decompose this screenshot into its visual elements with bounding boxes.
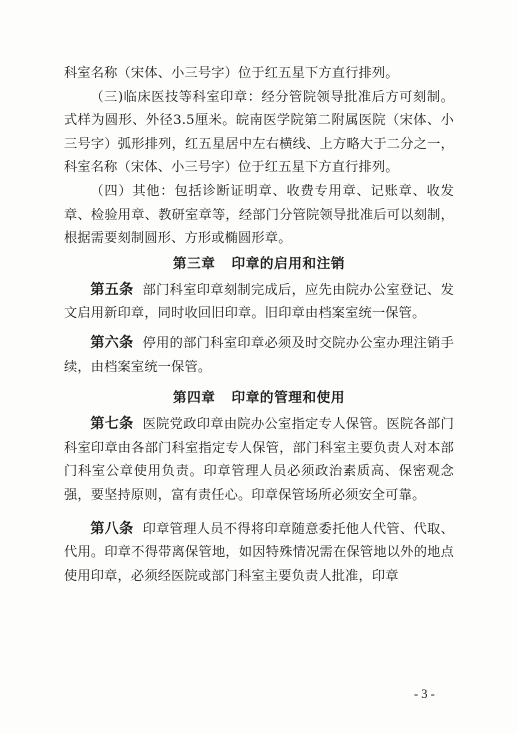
- article-6: [64, 332, 454, 379]
- article-8-label: 第八条: [90, 520, 134, 537]
- chapter-3-heading: [64, 253, 454, 275]
- document-body: [64, 62, 454, 588]
- article-7-text: 医院党政印章由院办公室指定专人保管。医院各部门科室印章由各部门科室指定专人保管，部门科室主要负责人对本部门科室公章使用负责。印章管理人员必须政治素质高、保密观念强，要坚持原则，富有责任心。印章保管场所必须安全可靠。: [64, 417, 454, 503]
- article-7-label: 第七条: [90, 416, 134, 433]
- article-6-label: 第六条: [90, 334, 134, 351]
- article-5: [64, 279, 454, 326]
- page-number: - 3 -: [414, 687, 435, 701]
- article-8-text: 印章管理人员不得将印章随意委托他人代管、代取、代用。印章不得带离保管地，如因特殊情况需在保管地以外的地点使用印章，必须经医院或部门科室主要负责人批准，印章: [64, 521, 454, 584]
- paragraph-other-seals: （四）其他：包括诊断证明章、收费专用章、记账章、收发章、检验用章、教研室章等，经部门分管院领导批准后可以刻制，根据需要刻制圆形、方形或椭圆形章。: [64, 183, 454, 247]
- article-5-label: 第五条: [90, 281, 134, 298]
- article-7: [64, 413, 454, 507]
- chapter-3-title: 印章的启用和注销: [231, 255, 346, 272]
- chapter-4-number: 第四章: [172, 390, 216, 407]
- article-6-text: 停用的部门科室印章必须及时交院办公室办理注销手续，由档案室统一保管。: [64, 335, 454, 375]
- chapter-3-number: 第三章: [172, 255, 216, 272]
- chapter-4-heading: [64, 387, 454, 409]
- paragraph-continuation: 科室名称（宋体、小三号字）位于红五星下方直行排列。: [64, 66, 399, 81]
- article-5-text: 部门科室印章刻制完成后，应先由院办公室登记、发文启用新印章，同时收回旧印章。旧印章由档案室统一保管。: [64, 282, 454, 322]
- article-8: [64, 518, 454, 589]
- chapter-4-title: 印章的管理和使用: [231, 390, 346, 407]
- paragraph-clinical-seals: （三)临床医技等科室印章：经分管院领导批准后方可刻制。式样为圆形、外径3.5厘米。皖南医学院第二附属医院（宋体、小三号字）弧形排列，红五星居中左右横线、上方略大于二分之一，科室名称（宋体、小三号字）位于红五星下方直行排列。: [64, 89, 454, 176]
